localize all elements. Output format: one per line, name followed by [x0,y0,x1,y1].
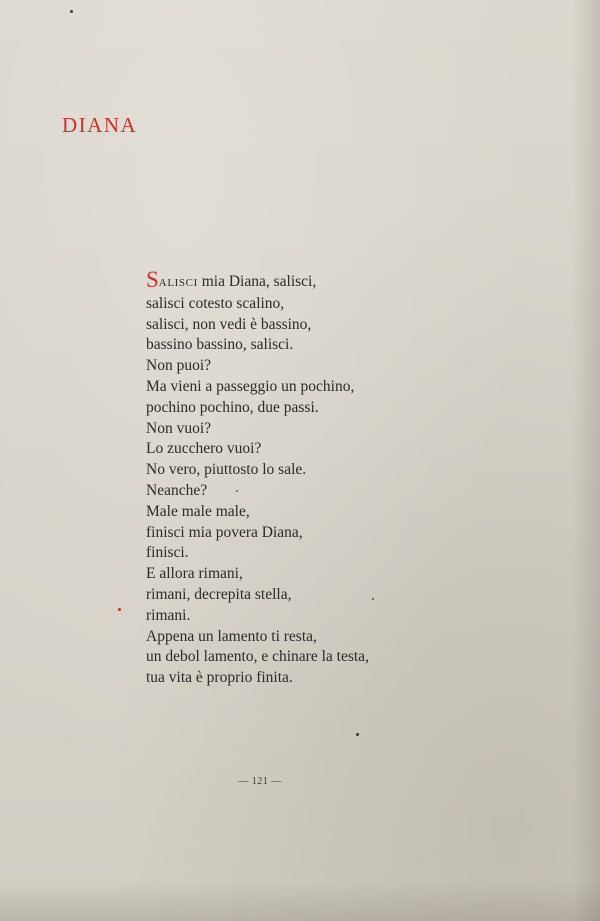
poem-line: E allora rimani, [146,565,243,583]
poem-title: DIANA [62,113,138,137]
page-bottom-shadow [0,881,600,921]
poem-line: un debol lamento, e chinare la testa, [146,648,369,666]
poem-line: salisci cotesto scalino, [146,294,285,312]
poem-line: rimani. [146,606,191,624]
poem-line: finisci mia povera Diana, [146,523,303,541]
poem-line: Appena un lamento ti resta, [146,627,317,645]
poem-line: Non puoi? [146,357,212,375]
page-edge-shadow [572,0,600,921]
poem-line: pochino pochino, due passi. [146,398,319,416]
page-number: — 121 — [238,776,282,787]
paper-speck [118,608,121,611]
poem-line: rimani, decrepita stella, [146,585,292,603]
drop-cap: S [146,267,159,292]
paper-speck [70,10,73,13]
paper-speck [356,733,359,736]
poem-line: Neanche? [146,481,208,499]
poem-line: Non vuoi? [146,419,212,437]
poem-line: finisci. [146,544,189,562]
first-word-smallcaps: ALISCI [158,277,198,289]
first-line-text: mia Diana, salisci, [197,273,317,290]
poem-line: Male male male, [146,502,250,520]
poem-body [146,267,446,689]
poem-line: Lo zucchero vuoi? [146,440,262,458]
poem-line: Ma vieni a passeggio un pochino, [146,377,355,395]
poem-line: bassino bassino, salisci. [146,336,294,354]
poem-line: tua vita è proprio finita. [146,669,293,687]
poem-first-line [146,267,446,294]
poem-line: No vero, piuttosto lo sale. [146,461,307,479]
poem-line: salisci, non vedi è bassino, [146,315,312,333]
